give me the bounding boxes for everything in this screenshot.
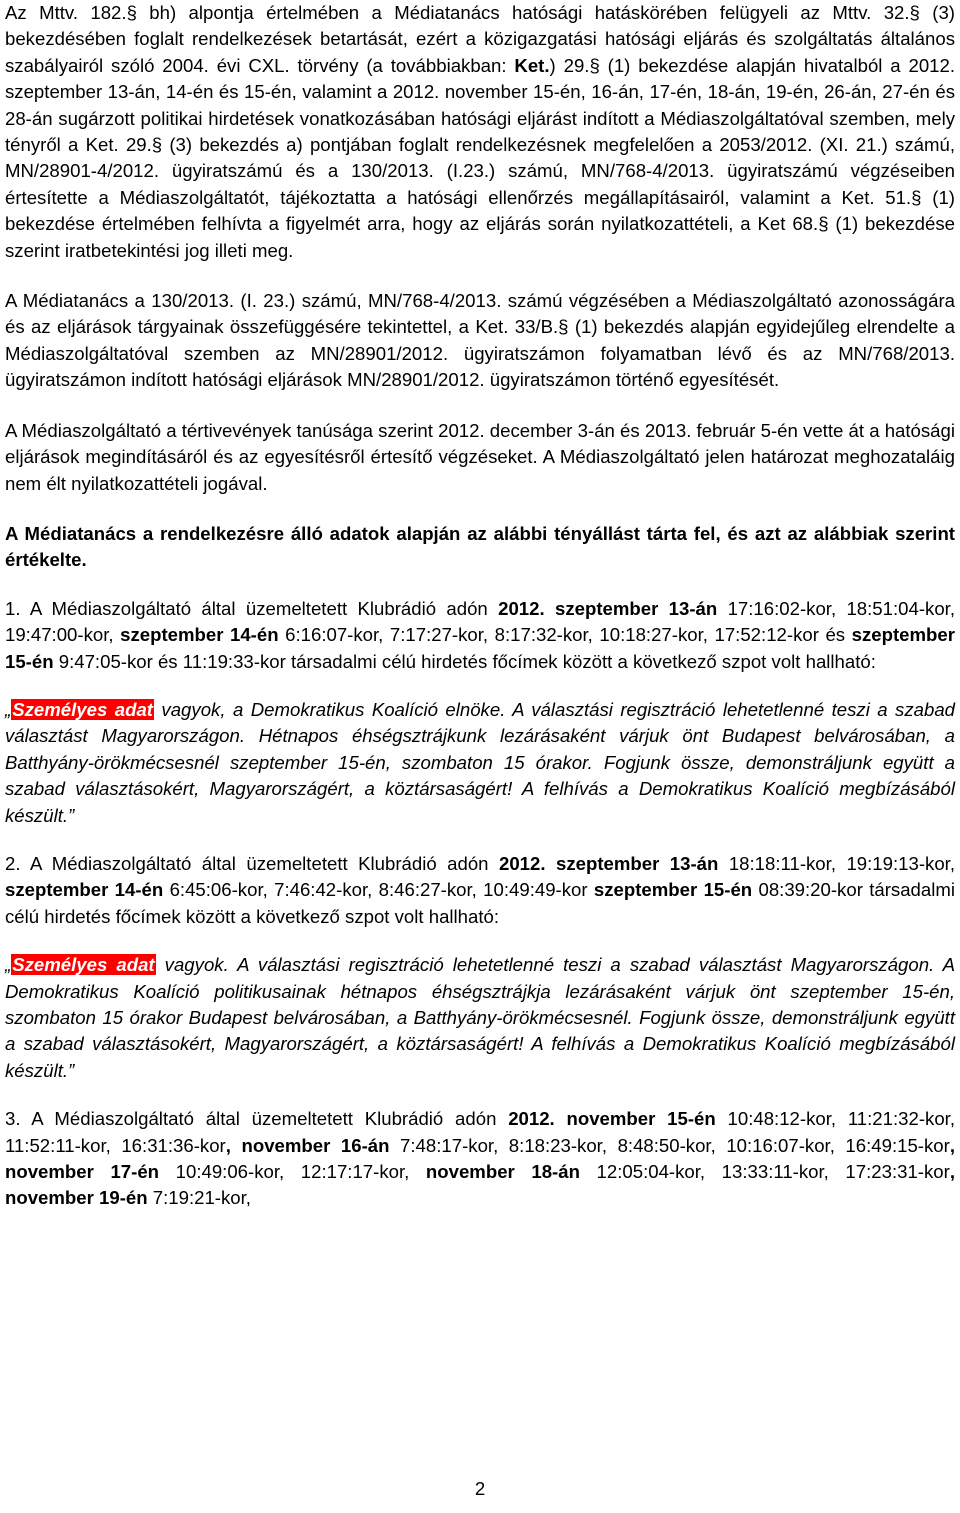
ket-abbreviation: Ket. xyxy=(514,54,550,76)
redacted-personal-data: Személyes adat xyxy=(12,698,153,720)
page-number: 2 xyxy=(474,1478,486,1499)
paragraph-proceedings-intro: Az Mttv. 182.§ bh) alpontja értelmében a Médiatanács hatósági hatáskörében felügyeli az Mttv. 32.§ (3) bekezdésében foglalt rendelkezések betartását, ezért a közigazgatási hatósági eljárás és szolgáltatás általános szabályairól szóló 2004. évi CXL. törvény (a továbbiakban: Ket.) 29.§ (1) bekezdése alapján hivatalból a 2012. szeptember 13-án, 14-én és 15-én, valamint a 2012. november 15-én, 16-án, 17-én, 18-án, 19-én, 26-án, 27-én és 28-án sugárzott politikai hirdetések vonatkozásában hatósági eljárást indított a Médiaszolgáltatóval szemben, mely tényről a Ket. 29.§ (3) bekezdés a) pontjában foglalt rendelkezésnek megfelelően a 2053/2012. (XI. 21.) számú, MN/28901-4/2012. ügyiratszámú és a 130/2013. (I.23.) számú, MN/768-4/2013. ügyiratszámú végzéseiben értesítette a Médiaszolgáltatót, tájékoztatta a hatósági ellenőrzés megállapításairól, valamint a Ket. 51.§ (1) bekezdése értelmében felhívta a figyelmét arra, hogy az eljárás során nyilatkozattételi, a Ket 68.§ (1) bekezdése szerint iratbetekintési jog illeti meg. xyxy=(5,2,956,261)
list-item-1: 1. A Médiaszolgáltató által üzemeltetett Klubrádió adón 2012. szeptember 13-án 17:16:02-kor, 18:51:04-kor, 19:47:00-kor, szeptember 14-én 6:16:07-kor, 7:17:27-kor, 8:17:32-kor, 10:18:27-kor, 17:52:12-kor és szeptember 15-én 9:47:05-kor és 11:19:33-kor társadalmi célú hirdetés főcímek között a következő szpot volt hallható: xyxy=(5,597,955,672)
spot-quote-1: „Személyes adat vagyok, a Demokratikus Koalíció elnöke. A választási regisztráció lehetetlenné teszi a szabad választást Magyarországon. Hétnapos éhségsztrájkunk lezárásaként várjuk önt Budapest belvárosában, a Batthyány-örökmécsesnél szeptember 15-én, szombaton 15 órakor. Fogjunk össze, demonstráljunk együtt a szabad választásokért, Magyarországért, a köztársaságért! A felhívás a Demokratikus Koalíció megbízásából készült.” xyxy=(5,698,955,826)
list-item-2: 2. A Médiaszolgáltató által üzemeltetett Klubrádió adón 2012. szeptember 13-án 18:18:11-kor, 19:19:13-kor, szeptember 14-én 6:45:06-kor, 7:46:42-kor, 8:46:27-kor, 10:49:49-kor szeptember 15-én 08:39:20-kor társadalmi célú hirdetés főcímek között a következő szpot volt hallható: xyxy=(5,852,955,927)
paragraph-receipt: A Médiaszolgáltató a tértivevények tanúsága szerint 2012. december 3-án és 2013. február 5-én vette át a hatósági eljárások megindításáról és az egyesítésről értesítő végzéseket. A Médiaszolgáltató jelen határozat meghozataláig nem élt nyilatkozattételi jogával. xyxy=(5,419,955,494)
section-heading: A Médiatanács a rendelkezésre álló adatok alapján az alábbi tényállást tárta fel, és azt az alábbiak szerint értékelte. xyxy=(5,522,955,571)
document-page xyxy=(5,0,955,1212)
paragraph-merger: A Médiatanács a 130/2013. (I. 23.) számú, MN/768-4/2013. számú végzésében a Médiaszolgáltató azonosságára és az eljárások tárgyainak összefüggésére tekintettel, a Ket. 33/B.§ (1) bekezdés alapján egyidejűleg elrendelte a Médiaszolgáltatóval szemben az MN/28901/2012. ügyiratszámon folyamatban lévő és az MN/768/2013. ügyiratszámon indított hatósági eljárások MN/28901/2012. ügyiratszámon történő egyesítését. xyxy=(5,290,955,391)
redacted-personal-data: Személyes adat xyxy=(12,954,155,976)
list-item-3: 3. A Médiaszolgáltató által üzemeltetett Klubrádió adón 2012. november 15-én 10:48:12-kor, 11:21:32-kor, 11:52:11-kor, 16:31:36-kor, november 16-án 7:48:17-kor, 8:18:23-kor, 8:48:50-kor, 10:16:07-kor, 16:49:15-kor, november 17-én 10:49:06-kor, 12:17:17-kor, november 18-án 12:05:04-kor, 13:33:11-kor, 17:23:31-kor, november 19-én 7:19:21-kor, xyxy=(5,1108,956,1209)
spot-quote-2: „Személyes adat vagyok. A választási regisztráció lehetetlenné teszi a szabad választást Magyarországon. A Demokratikus Koalíció politikusainak hétnapos éhségsztrájkja lezárásaként várjuk önt szeptember 15-én, szombaton 15 órakor Budapest belvárosában, a Batthyány-örökmécsesnél. Fogjunk össze, demonstráljunk együtt a szabad választásokért, Magyarországért, a köztársaságért! A felhívás a Demokratikus Koalíció megbízásából készült.” xyxy=(5,954,956,1081)
